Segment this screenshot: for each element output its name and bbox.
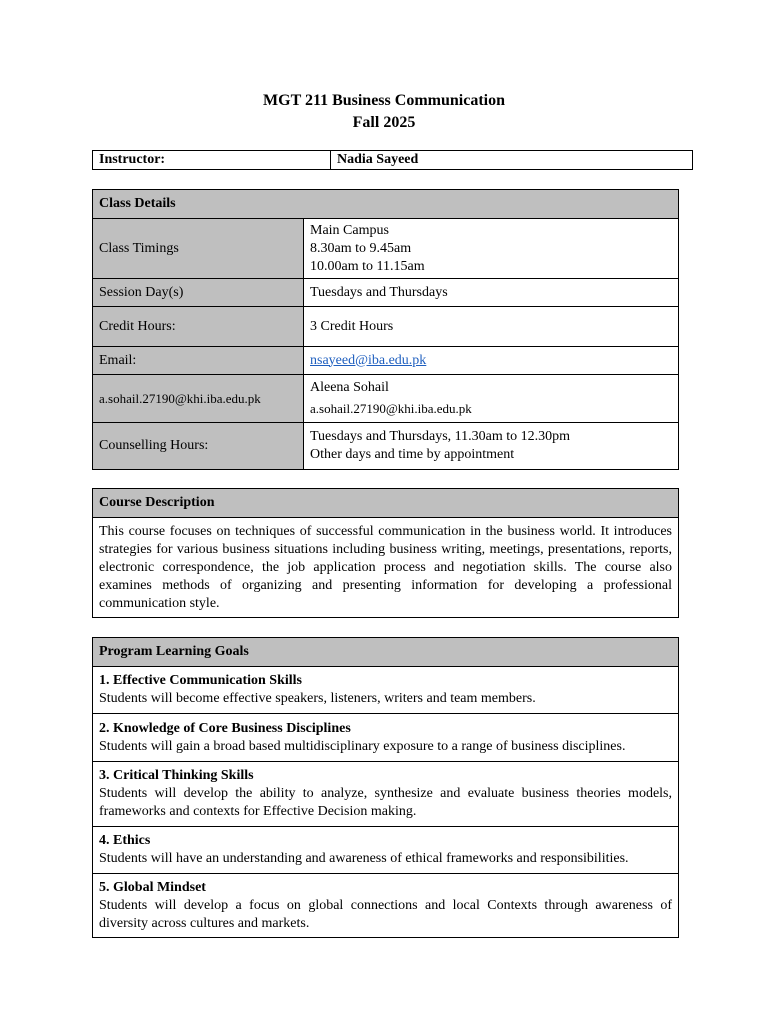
class-details-table <box>92 189 679 470</box>
instructor-name: Nadia Sayeed <box>331 151 693 170</box>
goal-item <box>93 667 679 714</box>
counselling-hours-label: Counselling Hours: <box>93 423 304 470</box>
goal-text: Students will develop the ability to analyze, synthesize and evaluate business theories models, frameworks and contexts for Effective Decision making. <box>99 786 672 819</box>
student-email: a.sohail.27190@khi.iba.edu.pk <box>310 401 472 416</box>
goal-item <box>93 762 679 827</box>
instructor-email-link[interactable]: nsayeed@iba.edu.pk <box>310 352 427 368</box>
counselling-line: Other days and time by appointment <box>310 447 515 462</box>
credit-hours-label: Credit Hours: <box>93 307 304 347</box>
goal-title: 1. Effective Communication Skills <box>99 673 302 688</box>
email-label: Email: <box>93 347 304 375</box>
course-title: MGT 211 Business Communication <box>263 92 505 109</box>
timings-line: Main Campus <box>310 222 389 238</box>
term-title: Fall 2025 <box>352 114 416 131</box>
goal-title: 5. Global Mindset <box>99 879 206 895</box>
goal-item <box>93 714 679 762</box>
counselling-line: Tuesdays and Thursdays, 11.30am to 12.30pm <box>310 429 571 444</box>
instructor-label: Instructor: <box>93 151 331 170</box>
email-cell <box>304 347 679 375</box>
course-description-text: This course focuses on techniques of successful communication in the business world. It introduces strategies for various business situations including business writing, meetings, presentations, reports, electronic correspondence, the job application process and negotiation skills. The course also examines methods of organizing and presenting information for developing a professional communication style. <box>93 518 679 618</box>
counselling-hours-value <box>304 423 679 470</box>
student-email-label: a.sohail.27190@khi.iba.edu.pk <box>93 375 304 423</box>
instructor-table <box>92 150 693 170</box>
goal-text: Students will gain a broad based multidisciplinary exposure to a range of business disciplines. <box>99 738 626 754</box>
session-days-label: Session Day(s) <box>93 279 304 307</box>
program-goals-table <box>92 637 679 938</box>
goal-text: Students will develop a focus on global connections and local Contexts through awareness of diversity across cultures and markets. <box>99 897 672 931</box>
goal-title: 4. Ethics <box>99 833 151 848</box>
course-description-table <box>92 488 679 618</box>
timings-line: 10.00am to 11.15am <box>310 258 425 274</box>
class-details-heading: Class Details <box>93 190 679 219</box>
goal-text: Students will become effective speakers, listeners, writers and team members. <box>99 691 536 706</box>
goal-title: 2. Knowledge of Core Business Disciplines <box>99 720 351 736</box>
student-name: Aleena Sohail <box>310 380 389 395</box>
student-info <box>304 375 679 423</box>
program-goals-heading: Program Learning Goals <box>93 638 679 667</box>
goal-item <box>93 874 679 938</box>
goal-text: Students will have an understanding and awareness of ethical frameworks and responsibilities. <box>99 851 629 866</box>
goal-item <box>93 827 679 874</box>
credit-hours-value: 3 Credit Hours <box>304 307 679 347</box>
class-timings-value <box>304 219 679 279</box>
session-days-value: Tuesdays and Thursdays <box>304 279 679 307</box>
goal-title: 3. Critical Thinking Skills <box>99 768 254 783</box>
class-timings-label: Class Timings <box>93 219 304 279</box>
course-description-heading: Course Description <box>93 489 679 518</box>
timings-line: 8.30am to 9.45am <box>310 240 412 256</box>
